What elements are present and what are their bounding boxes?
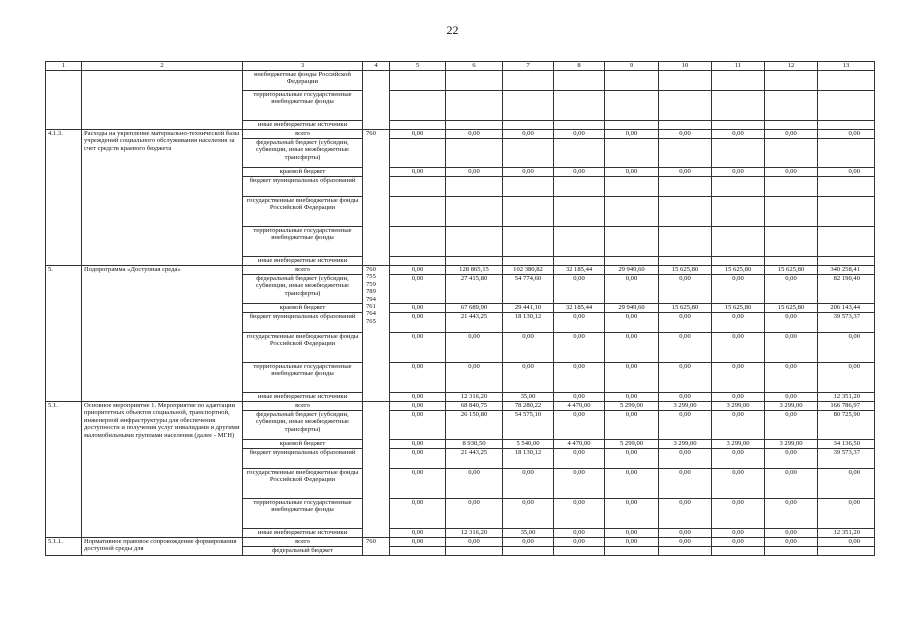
year-value [503,139,554,168]
year-value: 26 150,80 [446,411,503,440]
total-value [818,257,875,266]
total-value: 166 786,97 [818,402,875,411]
year-value: 3 299,00 [659,402,712,411]
year-value: 12 316,20 [446,529,503,538]
year-value [554,197,605,227]
year-value [390,139,446,168]
column-header: 4 [363,62,390,71]
year-value: 3 299,00 [712,402,765,411]
table-row [46,266,875,275]
year-value [765,257,818,266]
year-value [712,121,765,130]
year-value: 21 443,25 [446,313,503,333]
year-value: 0,00 [390,440,446,449]
total-value: 34 136,50 [818,440,875,449]
year-value: 0,00 [446,333,503,363]
year-value [503,91,554,121]
year-value: 15 625,80 [765,266,818,275]
funding-source: иные внебюджетные источники [243,529,363,538]
year-value: 0,00 [390,411,446,440]
total-value: 0,00 [818,469,875,499]
total-value [818,197,875,227]
year-value: 0,00 [605,363,659,393]
total-value: 0,00 [818,130,875,139]
year-value: 0,00 [503,333,554,363]
year-value: 0,00 [659,529,712,538]
year-value [446,197,503,227]
year-value: 0,00 [503,538,554,547]
total-value: 340 258,41 [818,266,875,275]
row-id: 5.1. [46,402,82,538]
year-value [446,91,503,121]
year-value: 18 130,12 [503,313,554,333]
total-value [818,139,875,168]
year-value [659,257,712,266]
year-value: 3 299,00 [765,440,818,449]
funding-source: краевой бюджет [243,168,363,177]
budget-table [45,61,875,556]
total-value: 82 190,40 [818,275,875,304]
total-value [818,547,875,556]
year-value: 0,00 [659,130,712,139]
column-header: 2 [82,62,243,71]
funding-source: краевой бюджет [243,440,363,449]
year-value: 0,00 [605,449,659,469]
year-value: 15 625,80 [712,266,765,275]
budget-codes [363,71,390,130]
column-header: 8 [554,62,605,71]
funding-source: внебюджетные фонды Российской Федерации [243,71,363,91]
year-value: 0,00 [554,168,605,177]
year-value: 0,00 [605,538,659,547]
funding-source: иные внебюджетные источники [243,393,363,402]
table-row [46,538,875,547]
year-value: 15 625,80 [659,266,712,275]
column-header: 3 [243,62,363,71]
year-value: 0,00 [390,529,446,538]
year-value: 68 840,75 [446,402,503,411]
year-value: 0,00 [712,469,765,499]
year-value: 0,00 [659,313,712,333]
table-row [46,130,875,139]
year-value: 0,00 [390,393,446,402]
year-value: 0,00 [390,313,446,333]
year-value: 0,00 [554,411,605,440]
total-value: 0,00 [818,499,875,529]
funding-source: федеральный бюджет [243,547,363,556]
year-value [712,257,765,266]
column-header: 5 [390,62,446,71]
total-value: 80 725,90 [818,411,875,440]
funding-source: государственные внебюджетные фонды Российской Федерации [243,197,363,227]
year-value: 0,00 [712,449,765,469]
funding-source: краевой бюджет [243,304,363,313]
year-value [554,547,605,556]
funding-source: территориальные государственные внебюджетные фонды [243,91,363,121]
year-value: 0,00 [390,449,446,469]
year-value [605,197,659,227]
year-value: 0,00 [554,275,605,304]
year-value [605,547,659,556]
year-value: 0,00 [605,411,659,440]
funding-source: всего [243,538,363,547]
year-value: 35,00 [503,529,554,538]
year-value: 0,00 [554,469,605,499]
year-value: 0,00 [765,411,818,440]
funding-source: бюджет муниципальных образований [243,313,363,333]
year-value [554,121,605,130]
year-value: 0,00 [554,449,605,469]
table-body [46,62,875,556]
year-value [390,71,446,91]
budget-codes: 760 [363,538,390,556]
year-value: 0,00 [605,499,659,529]
column-header: 10 [659,62,712,71]
funding-source: всего [243,266,363,275]
total-value [818,91,875,121]
year-value [765,227,818,257]
year-value: 0,00 [765,168,818,177]
year-value: 0,00 [390,499,446,529]
year-value [712,91,765,121]
year-value: 0,00 [554,529,605,538]
year-value: 0,00 [659,363,712,393]
year-value [659,139,712,168]
funding-source: иные внебюджетные источники [243,121,363,130]
row-id [46,71,82,130]
year-value [390,91,446,121]
year-value: 0,00 [390,402,446,411]
year-value [659,227,712,257]
year-value: 0,00 [503,168,554,177]
year-value: 0,00 [765,130,818,139]
year-value: 0,00 [446,469,503,499]
year-value [712,227,765,257]
year-value [712,197,765,227]
year-value [712,177,765,197]
year-value: 0,00 [712,333,765,363]
year-value: 0,00 [503,363,554,393]
total-value: 12 351,20 [818,529,875,538]
year-value [390,227,446,257]
year-value: 128 865,15 [446,266,503,275]
year-value [659,91,712,121]
year-value: 0,00 [390,333,446,363]
year-value [605,177,659,197]
total-value: 0,00 [818,363,875,393]
year-value: 15 625,80 [765,304,818,313]
year-value: 0,00 [765,469,818,499]
year-value: 0,00 [503,130,554,139]
year-value [712,547,765,556]
year-value: 0,00 [554,499,605,529]
year-value: 4 470,00 [554,440,605,449]
year-value: 0,00 [390,275,446,304]
funding-source: государственные внебюджетные фонды Российской Федерации [243,469,363,499]
year-value: 29 441,10 [503,304,554,313]
total-value: 206 143,44 [818,304,875,313]
budget-codes: 760 [363,130,390,266]
total-value [818,71,875,91]
year-value: 3 299,00 [765,402,818,411]
year-value: 0,00 [659,333,712,363]
column-header: 1 [46,62,82,71]
year-value: 0,00 [659,449,712,469]
year-value: 0,00 [712,499,765,529]
year-value [765,197,818,227]
year-value: 35,00 [503,393,554,402]
year-value: 0,00 [446,363,503,393]
year-value [554,257,605,266]
year-value: 0,00 [659,411,712,440]
year-value [765,547,818,556]
year-value [446,547,503,556]
year-value [503,197,554,227]
year-value: 3 299,00 [659,440,712,449]
year-value [605,91,659,121]
year-value: 0,00 [605,529,659,538]
year-value [659,177,712,197]
year-value: 32 185,44 [554,266,605,275]
year-value: 0,00 [390,538,446,547]
year-value [503,121,554,130]
year-value: 0,00 [712,538,765,547]
year-value [390,547,446,556]
year-value [659,121,712,130]
budget-codes [363,402,390,538]
year-value: 0,00 [765,313,818,333]
year-value: 0,00 [765,363,818,393]
funding-source: бюджет муниципальных образований [243,177,363,197]
year-value: 27 415,80 [446,275,503,304]
year-value: 0,00 [605,275,659,304]
year-value: 15 625,80 [659,304,712,313]
year-value: 0,00 [765,499,818,529]
year-value: 0,00 [554,333,605,363]
year-value: 0,00 [605,469,659,499]
year-value [554,91,605,121]
year-value: 5 299,00 [605,440,659,449]
table-row [46,402,875,411]
year-value: 0,00 [605,168,659,177]
year-value [765,139,818,168]
year-value: 4 470,00 [554,402,605,411]
year-value: 0,00 [765,529,818,538]
year-value: 0,00 [712,168,765,177]
total-value [818,177,875,197]
total-value: 39 573,37 [818,449,875,469]
year-value: 0,00 [446,499,503,529]
year-value [659,71,712,91]
year-value: 0,00 [765,449,818,469]
year-value [605,257,659,266]
year-value [503,71,554,91]
year-value: 0,00 [712,411,765,440]
year-value: 29 949,60 [605,266,659,275]
year-value [554,177,605,197]
year-value [446,177,503,197]
year-value: 0,00 [605,393,659,402]
header-row [46,62,875,71]
total-value: 12 351,20 [818,393,875,402]
funding-source: всего [243,402,363,411]
funding-source: федеральный бюджет (субсидии, субвенции, иные межбюджетные трансферты) [243,139,363,168]
year-value: 3 299,00 [712,440,765,449]
year-value: 18 130,12 [503,449,554,469]
year-value: 0,00 [712,130,765,139]
funding-source: федеральный бюджет (субсидии, субвенции, иные межбюджетные трансферты) [243,275,363,304]
year-value: 0,00 [659,538,712,547]
funding-source: государственные внебюджетные фонды Российской Федерации [243,333,363,363]
year-value: 5 299,00 [605,402,659,411]
year-value [503,227,554,257]
year-value [712,139,765,168]
year-value: 0,00 [390,469,446,499]
year-value [446,257,503,266]
year-value [390,121,446,130]
funding-source: территориальные государственные внебюджетные фонды [243,363,363,393]
year-value [390,257,446,266]
year-value [554,139,605,168]
year-value: 12 316,20 [446,393,503,402]
total-value [818,121,875,130]
funding-source: федеральный бюджет (субсидии, субвенции, иные межбюджетные трансферты) [243,411,363,440]
year-value [765,91,818,121]
year-value [765,177,818,197]
total-value: 39 573,37 [818,313,875,333]
row-name: Подпрограмма «Доступная среда» [82,266,243,402]
year-value [503,547,554,556]
year-value [659,197,712,227]
year-value [605,121,659,130]
year-value [554,71,605,91]
year-value [765,71,818,91]
year-value: 78 280,22 [503,402,554,411]
year-value: 0,00 [765,333,818,363]
row-id: 4.1.3. [46,130,82,266]
year-value: 0,00 [659,168,712,177]
year-value: 0,00 [503,469,554,499]
column-header: 6 [446,62,503,71]
year-value: 0,00 [554,393,605,402]
year-value [605,71,659,91]
table-row [46,71,875,91]
total-value: 0,00 [818,538,875,547]
year-value: 0,00 [605,130,659,139]
year-value [503,177,554,197]
funding-source: иные внебюджетные источники [243,257,363,266]
row-name: Основное мероприятие 1. Мероприятие по адаптации приоритетных объектов социальной, транспортной, инженерной инфраструктуры для обеспечения доступности и получения услуг инвалидами и другими маломобильными группами населения (далее - МГН) [82,402,243,538]
year-value [446,227,503,257]
budget-codes: 760 755 759 789 794 761 764 765 [363,266,390,402]
total-value: 0,00 [818,168,875,177]
year-value [605,227,659,257]
year-value [765,121,818,130]
year-value: 0,00 [712,313,765,333]
column-header: 9 [605,62,659,71]
year-value: 0,00 [390,168,446,177]
year-value: 15 625,80 [712,304,765,313]
year-value: 54 774,60 [503,275,554,304]
column-header: 13 [818,62,875,71]
year-value [712,71,765,91]
year-value: 0,00 [503,499,554,529]
year-value [390,197,446,227]
year-value: 21 443,25 [446,449,503,469]
year-value: 0,00 [446,130,503,139]
year-value: 0,00 [659,393,712,402]
row-name [82,71,243,130]
year-value: 0,00 [659,469,712,499]
column-header: 11 [712,62,765,71]
year-value: 0,00 [659,499,712,529]
year-value: 54 575,10 [503,411,554,440]
year-value: 0,00 [605,333,659,363]
year-value [446,71,503,91]
year-value: 0,00 [765,275,818,304]
year-value: 0,00 [390,266,446,275]
year-value: 0,00 [712,363,765,393]
row-name: Расходы на укрепление материально-технической базы учреждений социального обслуживания населения за счет средств краевого бюджета [82,130,243,266]
year-value: 0,00 [554,313,605,333]
year-value: 0,00 [712,275,765,304]
year-value: 0,00 [390,130,446,139]
funding-source: бюджет муниципальных образований [243,449,363,469]
year-value: 0,00 [390,363,446,393]
year-value [446,139,503,168]
year-value: 8 930,50 [446,440,503,449]
year-value [554,227,605,257]
funding-source: территориальные государственные внебюджетные фонды [243,227,363,257]
page-number: 22 [446,23,459,37]
year-value: 102 380,82 [503,266,554,275]
total-value: 0,00 [818,333,875,363]
year-value: 5 540,00 [503,440,554,449]
column-header: 12 [765,62,818,71]
year-value: 0,00 [605,313,659,333]
year-value: 29 949,60 [605,304,659,313]
year-value [446,121,503,130]
year-value: 67 689,90 [446,304,503,313]
funding-source: территориальные государственные внебюджетные фонды [243,499,363,529]
year-value: 0,00 [765,538,818,547]
year-value [503,257,554,266]
row-id: 5.1.1. [46,538,82,556]
row-name: Нормативное правовое сопровождение формирования доступной среды для [82,538,243,556]
row-id: 5. [46,266,82,402]
total-value [818,227,875,257]
year-value: 0,00 [390,304,446,313]
year-value: 0,00 [554,130,605,139]
year-value: 0,00 [446,168,503,177]
year-value: 0,00 [446,538,503,547]
year-value: 0,00 [712,393,765,402]
year-value: 0,00 [765,393,818,402]
year-value: 32 185,44 [554,304,605,313]
year-value: 0,00 [712,529,765,538]
funding-source: всего [243,130,363,139]
year-value: 0,00 [659,275,712,304]
year-value [390,177,446,197]
year-value [659,547,712,556]
year-value: 0,00 [554,538,605,547]
column-header: 7 [503,62,554,71]
year-value: 0,00 [554,363,605,393]
year-value [605,139,659,168]
